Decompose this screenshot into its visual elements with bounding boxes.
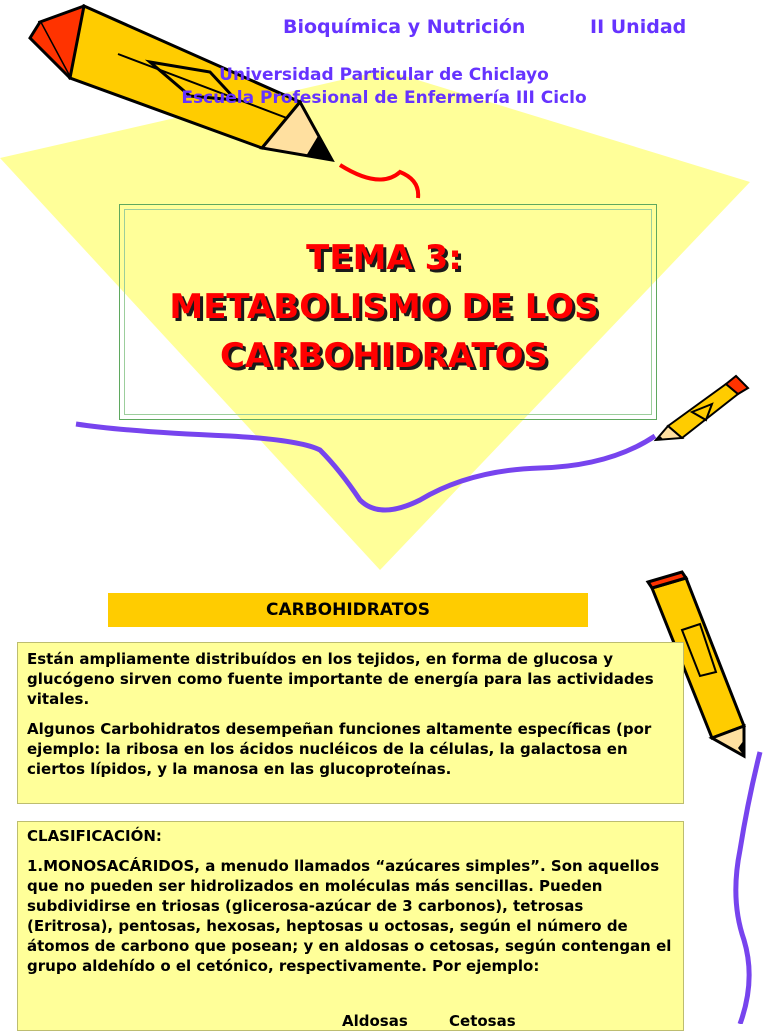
classification-heading: CLASIFICACIÓN: — [27, 827, 162, 845]
course-name: Bioquímica y Nutrición — [283, 16, 526, 38]
title-line-2: METABOLISMO DE LOS — [169, 287, 599, 327]
intro-box — [17, 642, 684, 804]
cetosas-header: Cetosas — [449, 1012, 516, 1030]
intro-paragraph-2: Algunos Carbohidratos desempeñan funciones altamente específicas (por ejemplo: la ribosa en los ácidos nucléicos de la células, la galactosa en ciertos lípidos, y la manosa en las glucoproteínas. — [27, 720, 652, 778]
pencil-icon-small — [656, 376, 748, 440]
section-heading: CARBOHIDRATOS — [108, 593, 588, 627]
intro-paragraph-1: Están ampliamente distribuídos en los tejidos, en forma de glucosa y glucógeno sirven como fuente importante de energía para las actividades vitales. — [27, 650, 654, 708]
school-name: Escuela Profesional de Enfermería III Ciclo — [181, 88, 587, 108]
classification-box — [17, 821, 684, 1031]
monosaccharides-paragraph: 1.MONOSACÁRIDOS, a menudo llamados “azúcares simples”. Son aquellos que no pueden ser hidrolizados en moléculas más sencillas. Pueden subdividirse en triosas (glicerosa-azúcar de 3 carbonos), tetrosas (Eritrosa), pentosas, hexosas, heptosas u octosas, según el número de átomos de carbono que posean; y en aldosas o cetosas, según contengan el grupo aldehído o el cetónico, respectivamente. Por ejemplo: — [27, 857, 672, 975]
unit-label: II Unidad — [590, 16, 687, 38]
purple-squiggle-right — [736, 752, 760, 1024]
sugar-table-header — [342, 1012, 552, 1030]
title-line-3: CARBOHIDRATOS — [219, 336, 549, 376]
title-line-1: TEMA 3: — [306, 238, 462, 278]
aldosas-header: Aldosas — [342, 1012, 408, 1030]
university-name: Universidad Particular de Chiclayo — [219, 65, 549, 85]
